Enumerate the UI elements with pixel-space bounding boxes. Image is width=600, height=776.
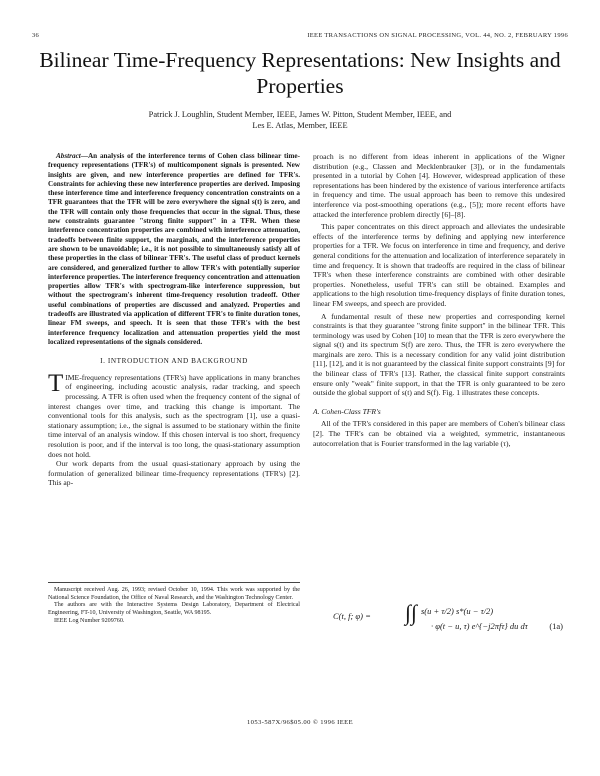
double-integral: ∫∫ — [405, 600, 418, 625]
footnote — [48, 582, 300, 626]
equation-lhs: C(t, f; φ) = — [333, 611, 371, 621]
right-paragraph-3: A fundamental result of these new properties and corresponding kernel constraints is that they guarantee "strong finite support" in the bilinear TFR. This terminology was used by Cohen [10] to mean that the TFR is zero everywhere the signal s(t) and its spectrum S(f) are zero. Thus, the TFR is zero everywhere the marginals are zero. This is a necessary condition for any valid joint distribution [11], [12], and it is not guaranteed by the classical finite support constraints [9] for the bilinear class of TFR's [13]. Rather, the classical finite support constraints ensure only "weak" finite support, in that the TFR is only guaranteed to be zero outside the global support of s(t) and S(f). Fig. 1 illustrates these concepts. — [313, 311, 565, 398]
left-column — [48, 152, 300, 488]
abstract-text: An analysis of the interference terms of Cohen class bilinear time-frequency representations (TFR's) of multicomponent signals is presented. New insights are given, and new interference properties are defined for TFR's. Constraints for achieving these new interference properties are derived. Imposing these interference time and interference frequency concentration constraints on a TFR guarantees that the TFR will be zero everywhere the signal s(t) is zero, and the TFR will contain only those frequencies that occur in the signal. Thus, these new constraints guarantee "strong finite support" in a TFR. When these interference concentration properties are combined with interference attenuation, tradeoffs between finite support, the marginals, and the interference properties are shown to be unavoidable; i.e., it is not possible to simultaneously satisfy all of these properties in the class of bilinear TFR's. The useful class of product kernels are considered, and generalized further to allow TFR's with potentially superior interference properties. The interference frequency concentration and attenuation properties allow TFR's with spectrogram-like interference suppression, but without the spectrogram's inherent time-frequency resolution tradeoff. Other useful combinations of properties are discussed and analyzed. Properties and tradeoffs are illustrated via application of different TFR's to finite duration tones, linear FM sweeps, and speech. It is seen that those TFR's with the best interference frequency localization and attenuation properties yield the most localized representations of the signals considered. — [48, 152, 300, 346]
intro-paragraph-1 — [48, 369, 300, 459]
author-line-1: Patrick J. Loughlin, Student Member, IEEE, James W. Pitton, Student Member, IEEE, and — [148, 110, 452, 119]
section-heading: I. INTRODUCTION AND BACKGROUND — [100, 357, 248, 366]
copyright-footer: 1053-587X/96$05.00 © 1996 IEEE — [246, 719, 353, 726]
intro-paragraph-1-text: IME-frequency representations (TFR's) have applications in many branches of engineering, including acoustic analysis, radar tracking, and speech processing. A TFR is often used when the frequency content of the signal of interest changes over time, and tracking this change is important. The conventional tools for this analysis, such as the spectrogram [1], use a quasi-stationary assumption; i.e., the signal is assumed to be stationary within the finite time interval of an analysis window. If this chosen interval is too short, frequency resolution is poor, and if the interval is too long, the quasi-stationary assumption does not hold. — [48, 372, 300, 459]
page-number: 36 — [32, 32, 40, 39]
right-paragraph-2: This paper concentrates on this direct approach and alleviates the undesirable effects of the interference terms by defining and applying new interference properties for a TFR. We focus on interference in time and frequency, and derive general conditions for the attenuation and localization of interference separately in time and frequency. It is shown that tradeoffs are required in the class of bilinear TFR's when these interference constraints are combined with other desirable properties. Nonetheless, useful TFR's can still be obtained. Examples and applications to the high resolution time-frequency displays of finite duration tones, linear FM sweeps, and speech are provided. — [313, 222, 565, 308]
abstract-label: Abstract— — [56, 152, 88, 160]
equation-1a — [313, 600, 565, 641]
drop-cap: T — [48, 369, 64, 397]
footnote-affiliation: The authors are with the Interactive Systems Design Laboratory, Department of Electrical Engineering, FT-10, University of Washington, Seattle, WA 98195. — [48, 602, 300, 617]
intro-paragraph-2: Our work departs from the usual quasi-stationary approach by using the formulation of generalized bilinear time-frequency representations (TFR's) [2]. This ap- — [48, 459, 300, 488]
equation-body-line-2: · φ(t − u, τ) e^{−j2πfτ} du dτ — [431, 621, 528, 631]
subsection-heading: A. Cohen-Class TFR's — [313, 406, 381, 416]
abstract — [48, 152, 300, 347]
author-line-2: Les E. Atlas, Member, IEEE — [252, 121, 348, 130]
author-block — [60, 109, 540, 131]
equation-body-line-1: s(u + τ/2) s*(u − τ/2) — [421, 606, 494, 616]
equation-number: (1a) — [549, 621, 563, 631]
right-column — [313, 152, 565, 448]
paper-title: Bilinear Time-Frequency Representations: New Insights and Properties — [39, 48, 561, 98]
running-header: IEEE TRANSACTIONS ON SIGNAL PROCESSING, VOL. 44, NO. 2, FEBRUARY 1996 — [307, 32, 568, 39]
right-paragraph-4: All of the TFR's considered in this paper are members of Cohen's bilinear class [2]. The TFR's can be obtained via a weighted, symmetric, instantaneous autocorrelation that is Fourier transformed in the lag variable (τ), — [313, 419, 565, 448]
footnote-manuscript: Manuscript received Aug. 26, 1993; revised October 10, 1994. This work was supported by the National Science Foundation, the Office of Naval Research, and the Washington Technology Center. — [48, 587, 300, 601]
footnote-log-number: IEEE Log Number 9209760. — [54, 617, 125, 624]
right-paragraph-1: proach is no different from ideas inherent in applications of the Wigner distribution (e.g., Classen and Mecklenbrauker [3]), or in the fundamentals presented in a tutorial by Cohen [4]. However, widespread application of these representations has been hindered by the existence of various interference artifacts in frequency and time. The usual approach has been to remove this undesired interference via post-smoothing operations (e.g., [5]); more recent efforts have attacked the interference problem directly [6]–[8]. — [313, 152, 565, 219]
